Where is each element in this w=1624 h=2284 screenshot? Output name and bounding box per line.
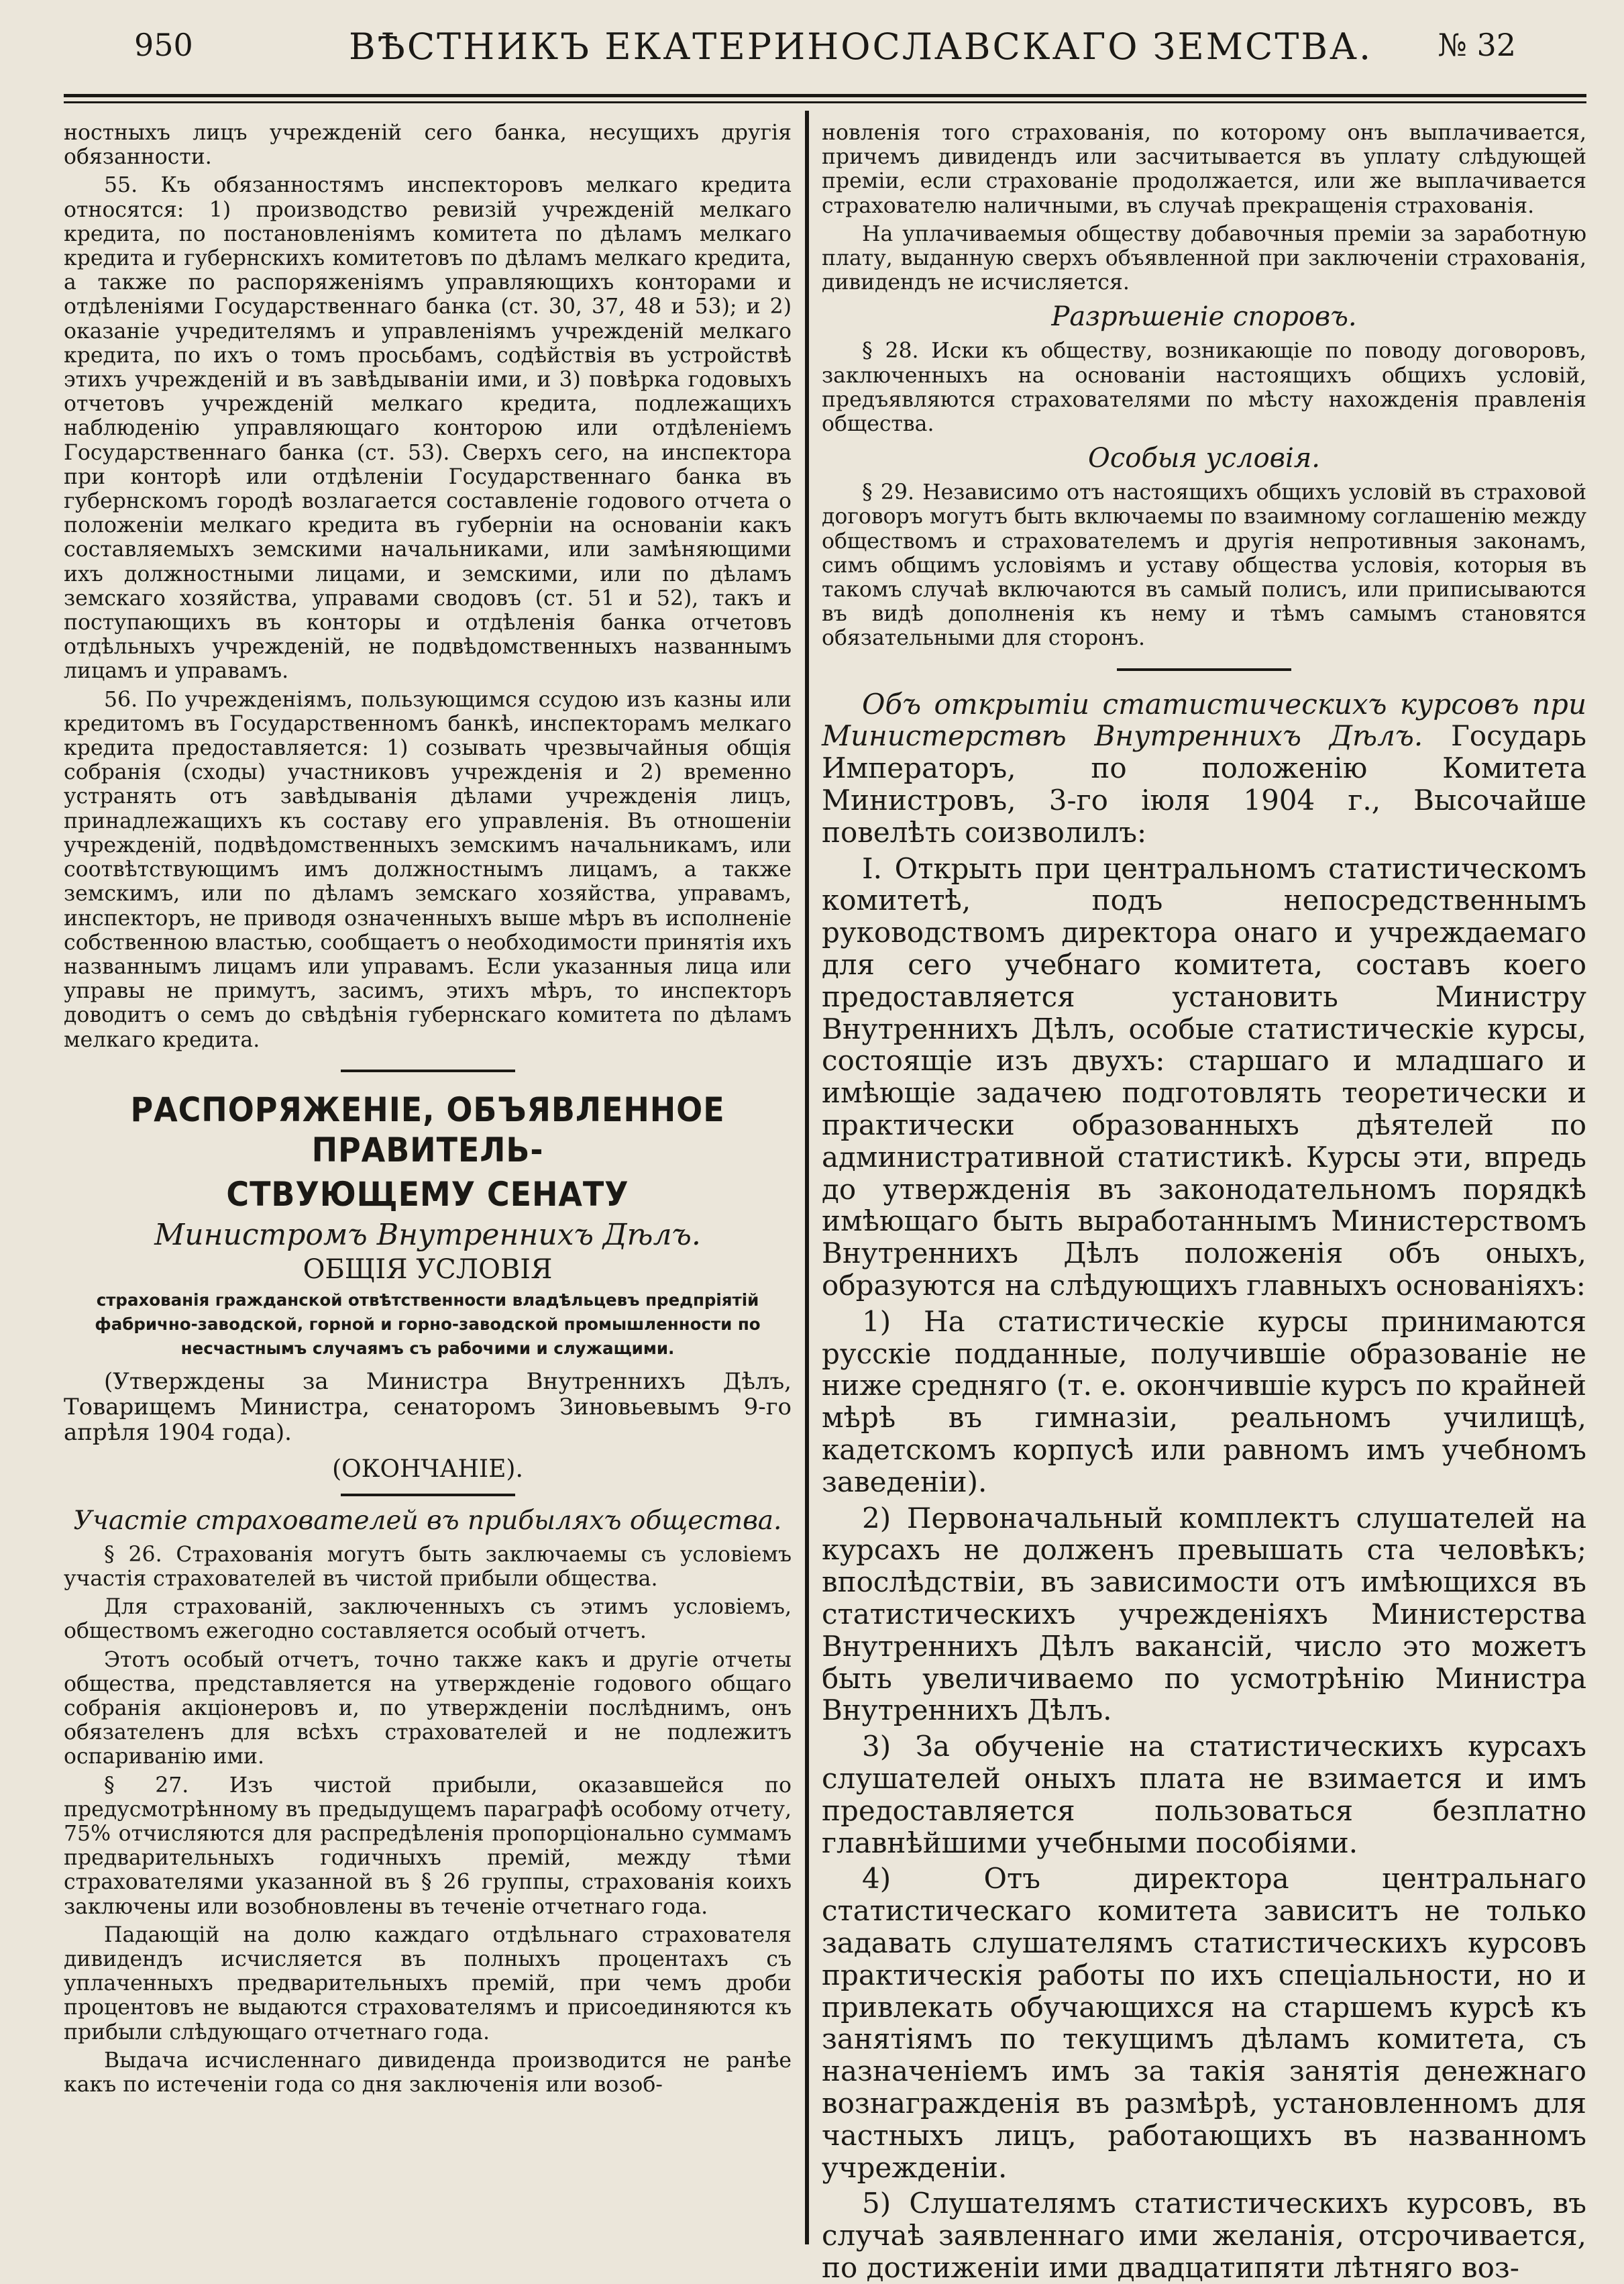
subheading-disputes: Разрѣшеніе споровъ.	[1051, 301, 1357, 333]
intro-text: Государь Императоръ, по положенію Комитета Министровъ, 3-го іюля 1904 г., Высочайше повелѣть соизволилъ:	[822, 719, 1586, 849]
paragraph-26c: Этотъ особый отчетъ, точно также какъ и другіе отчеты общества, представляется на утвержденіе годового общаго собранія акціонеровъ и, по утвержденіи послѣднимъ, онъ обязателенъ для всѣхъ страхователей и не подлежитъ оспариванію ими.	[64, 1647, 792, 1769]
conditions-subtitle: страхованія гражданской отвѣтственности владѣльцевъ предпріятій фабрично-заводской, горной и горно-заводской промышленности по несчастнымъ случаямъ съ рабочими и служащими.	[95, 1290, 761, 1358]
paragraph-27: § 27. Изъ чистой прибыли, оказавшейся по предусмотрѣнному въ предыдущемъ параграфѣ особому отчету, 75% отчисляются для распредѣленія пропорціонально суммамъ предварительныхъ годичныхъ премій, между тѣми страхователями указанной въ § 26 группы, страхованія коихъ заключены или возобновлены въ теченіе отчетнаго года.	[64, 1773, 792, 1919]
section-heading-line2: СТВУЮЩЕМУ СЕНАТУ	[226, 1174, 629, 1214]
ending-marker: (ОКОНЧАНІЕ).	[332, 1455, 523, 1483]
separator	[341, 1070, 515, 1072]
page-number: 950	[134, 27, 193, 63]
left-column	[64, 121, 792, 2248]
paragraph-26b: Для страхованій, заключенныхъ съ этимъ условіемъ, обществомъ ежегодно составляется особый отчетъ.	[64, 1595, 792, 1644]
subheading-special: Особыя условія.	[1088, 443, 1320, 474]
paragraph: ностныхъ лицъ учрежденій сего банка, несущихъ другія обязанности.	[64, 121, 792, 170]
general-conditions-title: ОБЩІЯ УСЛОВІЯ	[303, 1253, 553, 1285]
item-5: 5) Слушателямъ статистическихъ курсовъ, въ случаѣ заявленнаго ими желанія, отсрочивается, по достиженіи ими двадцатипяти лѣтняго воз-	[822, 2187, 1586, 2284]
paragraph-27c: Выдача исчисленнаго дивиденда производится не ранѣе какъ по истеченіи года со дня заключенія или возоб-	[64, 2048, 792, 2097]
paragraph-29: § 29. Независимо отъ настоящихъ общихъ условій въ страховой договоръ могутъ быть включаемы по взаимному соглашенію между обществомъ и страхователемъ и другія непротивныя законамъ, симъ общимъ условіямъ и уставу общества условія, которыя въ такомъ случаѣ включаются въ самый полисъ, или приписываются въ видѣ дополненія къ нему и тѣмъ самымъ становятся обязательными для сторонъ.	[822, 480, 1586, 651]
item-4: 4) Отъ директора центральнаго статистическаго комитета зависитъ не только задавать слушателямъ статистическихъ курсовъ практическія работы по ихъ спеціальности, но и привлекать обучающихся на старшемъ курсѣ къ занятіямъ по текущимъ дѣламъ комитета, съ назначеніемъ имъ за такія занятія денежнаго вознагражденія въ размѣрѣ, установленномъ для частныхъ лицъ, работающихъ въ названномъ учрежденіи.	[822, 1862, 1586, 2184]
issue-number: № 32	[1438, 27, 1516, 63]
subheading-profits: Участіе страхователей въ прибыляхъ общества.	[73, 1505, 782, 1536]
right-column	[822, 121, 1586, 2284]
paragraph: новленія того страхованія, по которому онъ выплачивается, причемъ дивидендъ или засчитывается въ уплату слѣдующей преміи, если страхованіе продолжается, или же выплачивается страхователю наличными, въ случаѣ прекращенія страхованія.	[822, 121, 1586, 218]
approval-note: (Утверждены за Министра Внутреннихъ Дѣлъ, Товарищемъ Министра, сенаторомъ Зиновьевымъ 9-го апрѣля 1904 года).	[64, 1367, 792, 1446]
column-divider	[805, 111, 809, 2244]
page-header	[134, 20, 1516, 74]
journal-title: ВѢСТНИКЪ ЕКАТЕРИНОСЛАВСКАГО ЗЕМСТВА.	[349, 25, 1373, 68]
paragraph-27b: Падающій на долю каждаго отдѣльнаго страхователя дивидендъ исчисляется въ полныхъ процентахъ съ уплаченныхъ предварительныхъ премій, при чемъ дроби процентовъ не выдаются страхователямъ и присоединяются къ прибыли слѣдующаго отчетнаго года.	[64, 1922, 792, 2044]
paragraph-26a: § 26. Страхованія могутъ быть заключаемы съ условіемъ участія страхователей въ чистой прибыли общества.	[64, 1542, 792, 1591]
statistics-courses-intro	[822, 688, 1586, 849]
header-rule	[64, 94, 1586, 103]
item-I: I. Открыть при центральномъ статистическомъ комитетѣ, подъ непосредственнымъ руководствомъ директора онаго и учреждаемаго для сего учебнаго комитета, составъ коего предоставляется установить Министру Внутреннихъ Дѣлъ, особые статистическіе курсы, состоящіе изъ двухъ: старшаго и младшаго и имѣющіе задачею подготовлять теоретически и практически образованныхъ дѣятелей по административной статистикѣ. Курсы эти, впредь до утвержденія въ законодательномъ порядкѣ имѣющаго быть выработаннымъ Министерствомъ Внутреннихъ Дѣлъ положенія объ оныхъ, образуются на слѣдующихъ главныхъ основаніяхъ:	[822, 851, 1586, 1302]
paragraph: На уплачиваемыя обществу добавочныя преміи за заработную плату, выданную сверхъ объявленной при заключеніи страхованія, дивидендъ не исчисляется.	[822, 221, 1586, 295]
item-3: 3) За обученіе на статистическихъ курсахъ слушателей оныхъ плата не взимается и имъ предоставляется пользоваться безплатно главнѣйшими учебными пособіями.	[822, 1730, 1586, 1859]
ministry-line: Министромъ Внутреннихъ Дѣлъ.	[154, 1217, 701, 1252]
item-1: 1) На статистическіе курсы принимаются русскіе подданные, получившіе образованіе не ниже средняго (т. е. окончившіе курсъ по крайней мѣрѣ въ гимназіи, реальномъ училищѣ, кадетскомъ корпусѣ или равномъ имъ учебномъ заведеніи).	[822, 1304, 1586, 1498]
separator	[1117, 668, 1291, 671]
section-heading-line1: РАСПОРЯЖЕНІЕ, ОБЪЯВЛЕННОЕ ПРАВИТЕЛЬ-	[130, 1090, 725, 1170]
paragraph-28: § 28. Иски къ обществу, возникающіе по поводу договоровъ, заключенныхъ на основаніи настоящихъ общихъ условій, предъявляются страхователями по мѣсту нахожденія правленія общества.	[822, 339, 1586, 437]
item-2: 2) Первоначальный комплектъ слушателей на курсахъ не долженъ превышать ста человѣкъ; впослѣдствіи, въ зависимости отъ имѣющихся въ статистическихъ учрежденіяхъ Министерства Внутреннихъ Дѣлъ вакансій, число это можетъ быть увеличиваемо по усмотрѣнію Министра Внутреннихъ Дѣлъ.	[822, 1501, 1586, 1727]
paragraph-56: 56. По учрежденіямъ, пользующимся ссудою изъ казны или кредитомъ въ Государственномъ банкѣ, инспекторамъ мелкаго кредита предоставляется: 1) созывать чрезвычайныя общія собранія (сходы) участниковъ учрежденія и 2) временно устранять отъ завѣдыванія дѣлами учрежденія лицъ, принадлежащихъ къ составу его управленія. Въ отношеніи учрежденій, подвѣдомственныхъ земскимъ начальникамъ, или соотвѣтствующимъ имъ должностнымъ лицамъ, а также земскимъ, или по дѣламъ земскаго хозяйства, управамъ, инспекторъ, не приводя означенныхъ выше мѣръ въ исполненіе собственною властью, сообщаетъ о необходимости принятія ихъ названнымъ лицамъ или управамъ. Если указанныя лица или управы не примутъ, засимъ, этихъ мѣръ, то инспекторъ доводитъ о семъ до свѣдѣнія губернскаго комитета по дѣламъ мелкаго кредита.	[64, 687, 792, 1052]
intro-italic: Объ открытіи статистическихъ курсовъ при Министерствѣ Внутреннихъ Дѣлъ.	[822, 687, 1586, 753]
separator	[341, 1494, 515, 1496]
paragraph-55: 55. Къ обязанностямъ инспекторовъ мелкаго кредита относятся: 1) производство ревизій учрежденій мелкаго кредита, по постановленіямъ комитета по дѣламъ мелкаго кредита и губернскихъ комитетовъ по дѣламъ мелкаго кредита, а также по распоряженіямъ управляющихъ конторами и отдѣленіями Государственнаго банка (ст. 30, 37, 48 и 53); и 2) оказаніе учредителямъ и управленіямъ учрежденій мелкаго кредита, по ихъ о томъ просьбамъ, содѣйствія въ устройствѣ этихъ учрежденій и въ завѣдываніи ими, и 3) повѣрка годовыхъ отчетовъ учрежденій мелкаго кредита, подлежащихъ наблюденію управляющаго конторою или отдѣленіемъ Государственнаго банка (ст. 53). Сверхъ сего, на инспектора при конторѣ или отдѣленіи Государственнаго банка въ губернскомъ городѣ возлагается составленіе годового отчета о положеніи мелкаго кредита въ губерніи на основаніи какъ составляемыхъ земскими начальниками, или замѣняющими ихъ должностными лицами, и земскими, или по дѣламъ земскаго хозяйства, управами сводовъ (ст. 51 и 52), такъ и поступающихъ въ конторы и отдѣленія банка отчетовъ отдѣльныхъ учрежденій, не подвѣдомственныхъ названнымъ лицамъ и управамъ.	[64, 173, 792, 684]
